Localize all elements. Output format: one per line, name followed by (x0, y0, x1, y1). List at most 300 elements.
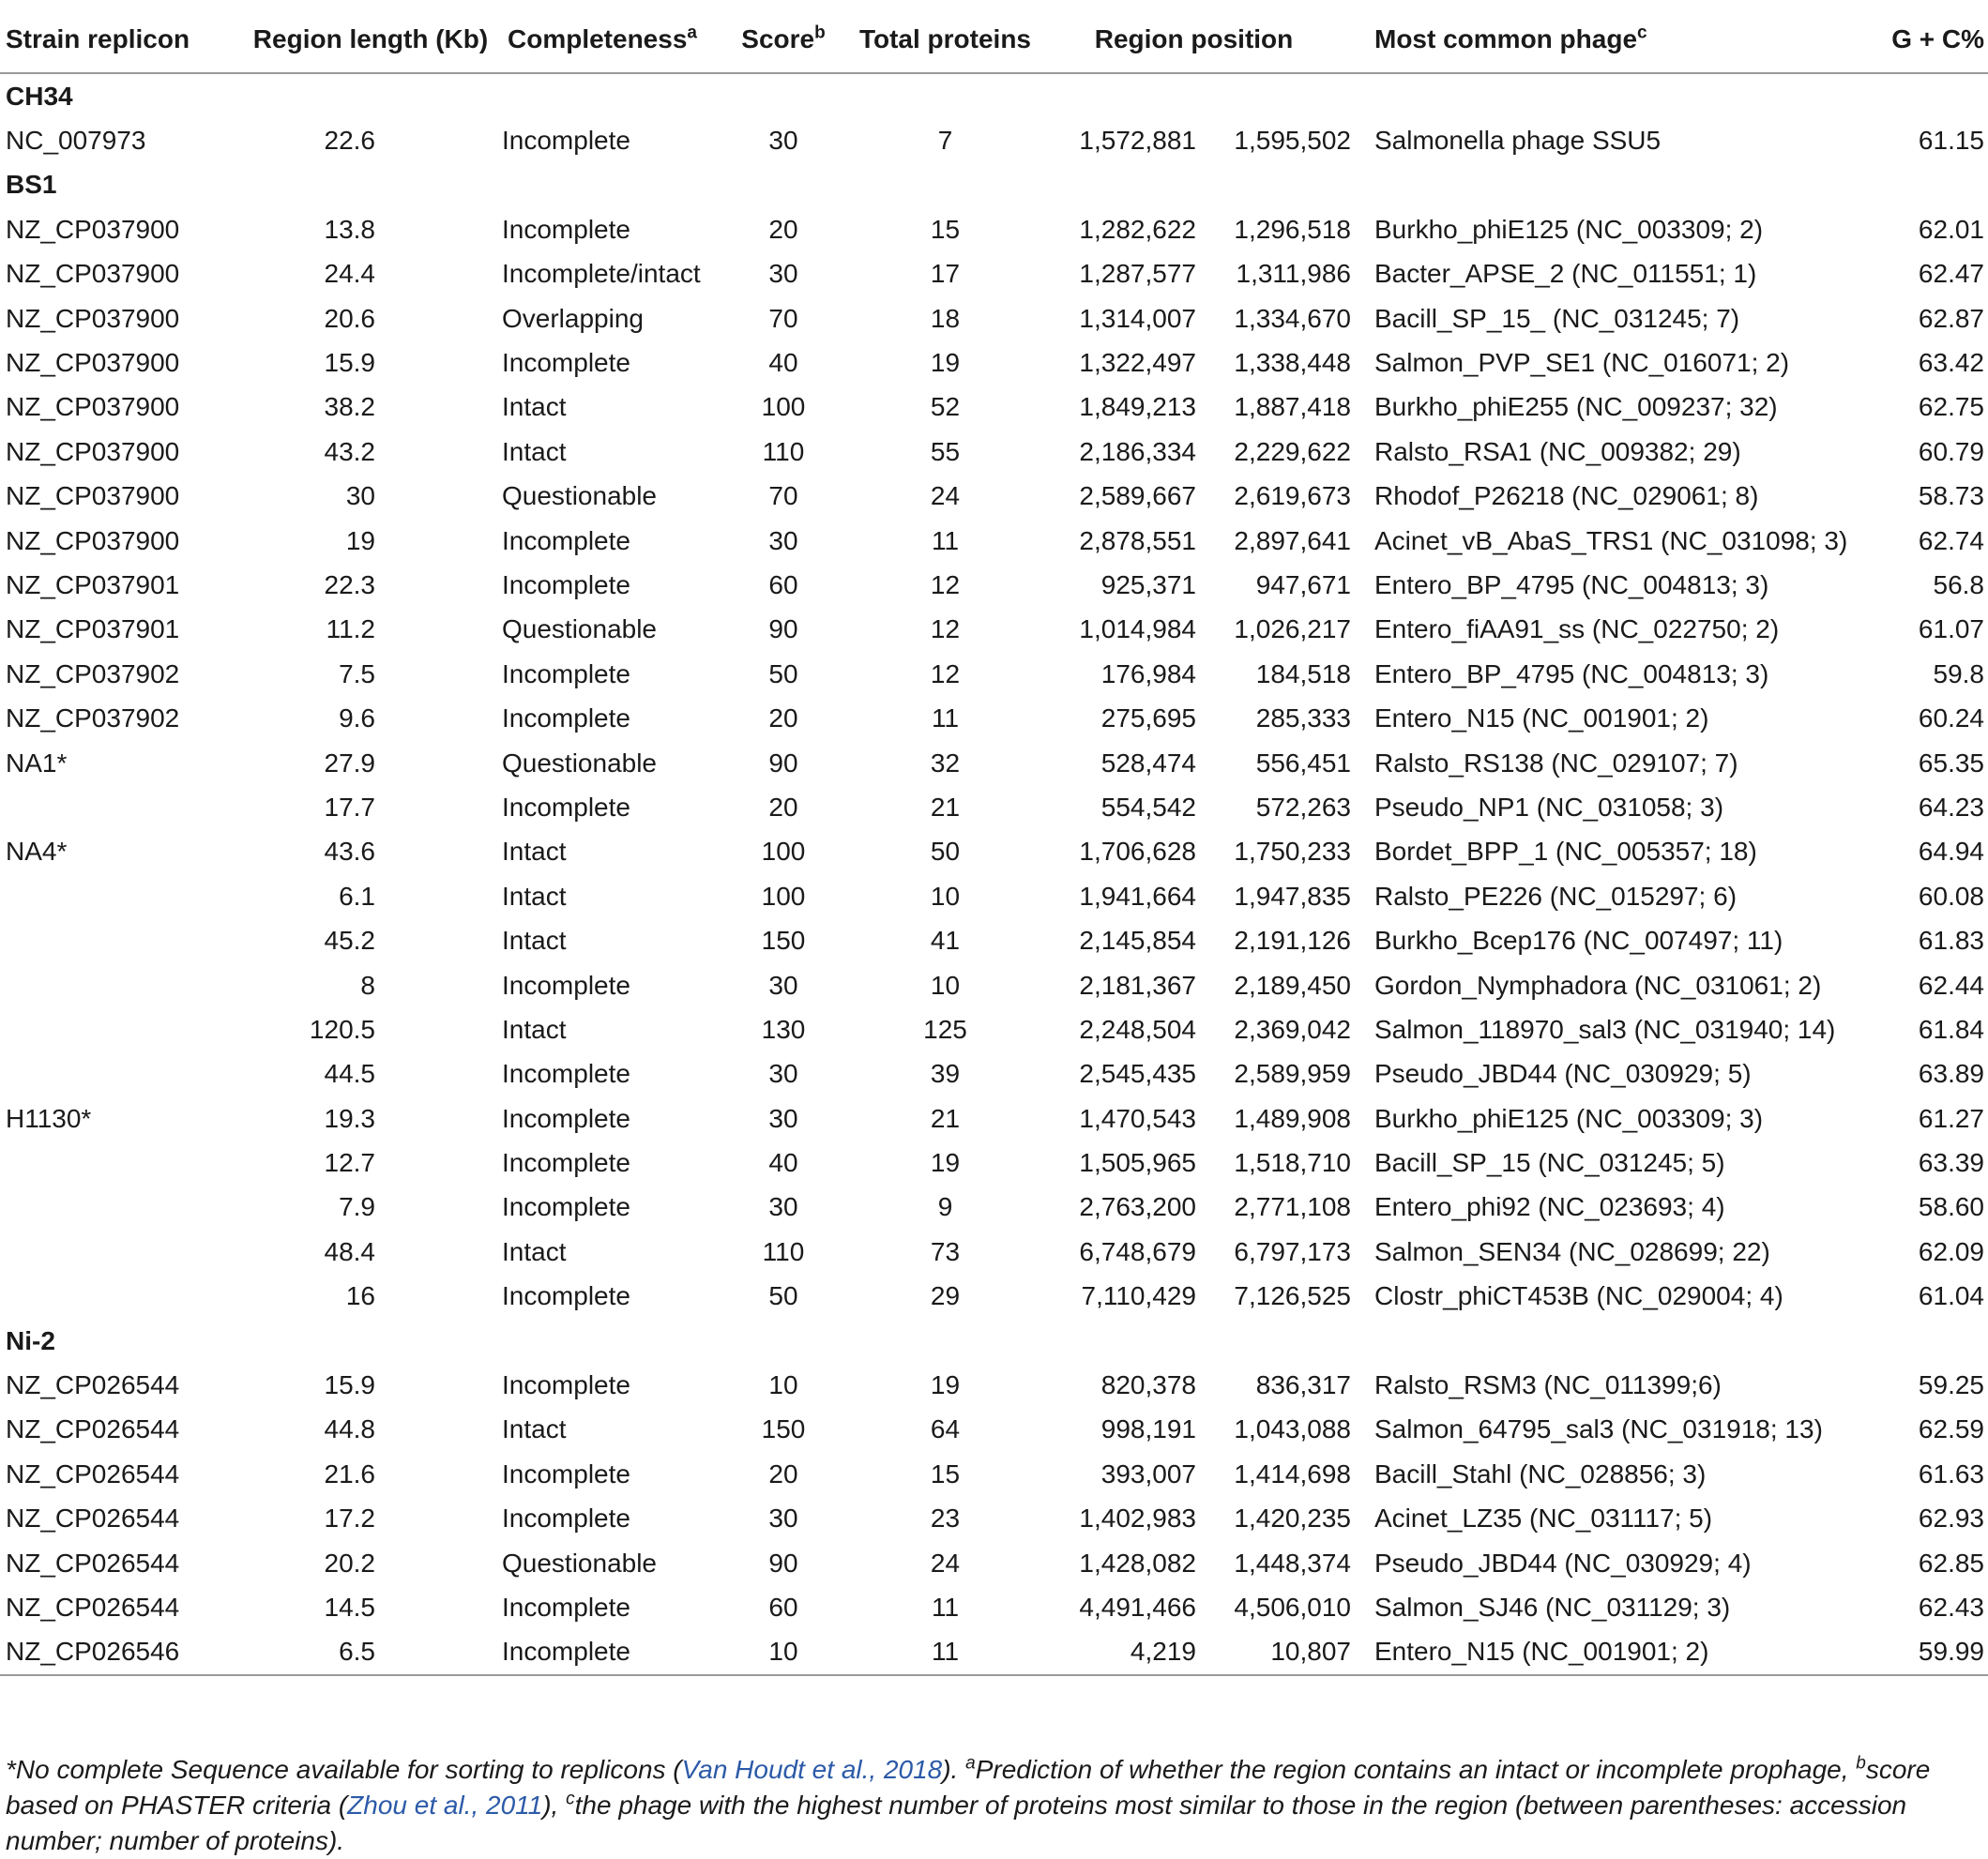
most-common-phage-cell: Salmon_PVP_SE1 (NC_016071; 2) (1374, 348, 1790, 378)
region-end-cell: 2,229,622 (1234, 436, 1351, 466)
score-cell: 110 (762, 1236, 805, 1266)
completeness-cell: Incomplete (502, 1281, 630, 1311)
most-common-phage-cell: Salmon_118970_sal3 (NC_031940; 14) (1374, 1014, 1836, 1044)
gc-cell: 62.47 (1918, 259, 1984, 289)
strain-cell: NZ_CP037900 (6, 214, 180, 244)
completeness-cell: Intact (502, 392, 567, 422)
region-end-cell: 1,420,235 (1234, 1504, 1351, 1534)
group-label: CH34 (6, 81, 73, 111)
region-length-cell: 22.3 (324, 569, 375, 599)
completeness-cell: Incomplete (502, 1370, 630, 1400)
spacer-cell (375, 830, 502, 874)
spacer-cell (375, 1275, 502, 1319)
region-end-cell: 4,506,010 (1234, 1592, 1351, 1622)
strain-cell: NZ_CP037900 (6, 259, 180, 289)
gc-cell: 63.39 (1918, 1148, 1984, 1178)
region-length-cell: 16 (345, 1281, 375, 1311)
strain-cell: NZ_CP037900 (6, 481, 180, 511)
completeness-cell: Incomplete (502, 1103, 630, 1133)
total-proteins-cell: 12 (930, 658, 961, 688)
table-row (0, 1585, 1988, 1629)
completeness-cell: Incomplete (502, 126, 630, 156)
table-row (0, 340, 1988, 385)
total-proteins-cell: 73 (930, 1236, 961, 1266)
region-start-cell: 1,402,983 (1079, 1504, 1196, 1534)
spacer-cell (375, 608, 502, 652)
spacer-cell (375, 963, 502, 1007)
score-cell: 70 (768, 303, 798, 333)
score-cell: 150 (761, 926, 806, 956)
completeness-cell: Incomplete (502, 525, 630, 555)
score-cell: 100 (761, 837, 806, 867)
table-row (0, 207, 1988, 251)
score-cell: 20 (768, 703, 798, 733)
region-length-cell: 7.5 (339, 658, 375, 688)
region-length-cell: 12.7 (324, 1148, 375, 1178)
strain-cell: NZ_CP026546 (0, 1630, 239, 1675)
score-cell: 100 (761, 392, 806, 422)
spacer-cell (375, 430, 502, 474)
most-common-phage-cell: Acinet_vB_AbaS_TRS1 (NC_031098; 3) (1374, 525, 1848, 555)
group-row (0, 163, 1988, 207)
spacer-cell (375, 1541, 502, 1585)
region-length-cell: 17.7 (324, 792, 375, 822)
region-start-cell: 1,014,984 (1079, 614, 1196, 644)
strain-cell: NZ_CP026544 (6, 1504, 180, 1534)
region-length-cell: 44.8 (324, 1414, 375, 1444)
total-proteins-cell: 55 (930, 436, 961, 466)
region-start-cell: 1,322,497 (1079, 348, 1196, 378)
total-proteins-cell: 23 (930, 1504, 961, 1534)
gc-cell: 62.44 (1918, 970, 1984, 1000)
citation-link[interactable]: Zhou et al., 2011 (347, 1791, 543, 1820)
table-row (0, 1186, 1988, 1230)
total-proteins-cell: 11 (931, 703, 960, 733)
completeness-cell: Questionable (502, 1548, 658, 1578)
total-proteins-cell: 11 (854, 1630, 1037, 1675)
completeness-cell: Incomplete (502, 214, 630, 244)
header-total-proteins: Total proteins (854, 0, 1037, 73)
table-row (0, 1497, 1988, 1541)
table-row (0, 1452, 1988, 1496)
region-end-cell: 1,489,908 (1234, 1103, 1351, 1133)
total-proteins-cell: 7 (937, 126, 953, 156)
gc-cell: 61.83 (1918, 926, 1984, 956)
completeness-cell: Incomplete (502, 1148, 630, 1178)
region-length-cell: 19 (345, 525, 375, 555)
region-length-cell: 21.6 (324, 1458, 375, 1489)
completeness-cell: Questionable (502, 481, 658, 511)
strain-cell: NZ_CP026544 (6, 1414, 180, 1444)
strain-cell: NA1* (6, 748, 68, 778)
table-row (0, 1275, 1988, 1319)
strain-cell: NZ_CP037901 (6, 614, 180, 644)
spacer-cell (375, 1007, 502, 1051)
score-cell: 30 (768, 970, 798, 1000)
table-row (0, 296, 1988, 340)
table-row (0, 1630, 1988, 1675)
region-length-cell: 24.4 (324, 259, 375, 289)
total-proteins-cell: 10 (930, 881, 961, 911)
gc-cell: 64.23 (1918, 792, 1984, 822)
table-row (0, 918, 1988, 962)
region-start-cell: 2,545,435 (1079, 1059, 1196, 1089)
region-start-cell: 1,706,628 (1079, 837, 1196, 867)
score-cell: 60 (768, 1592, 798, 1622)
score-cell: 50 (768, 1281, 798, 1311)
total-proteins-cell: 50 (930, 837, 961, 867)
region-start-cell: 176,984 (1100, 658, 1196, 688)
completeness-cell: Intact (502, 436, 567, 466)
gc-cell: 61.27 (1918, 1103, 1984, 1133)
completeness-cell: Incomplete (502, 1458, 630, 1489)
completeness-cell: Incomplete (502, 1504, 630, 1534)
total-proteins-cell: 21 (930, 792, 961, 822)
region-length-cell: 43.2 (324, 436, 375, 466)
region-end-cell: 1,887,418 (1234, 392, 1351, 422)
table-row (0, 563, 1988, 607)
region-length-cell: 30 (345, 481, 375, 511)
strain-cell (0, 963, 239, 1007)
completeness-cell: Intact (502, 881, 567, 911)
strain-cell: NZ_CP037900 (6, 525, 180, 555)
total-proteins-cell: 29 (930, 1281, 961, 1311)
score-cell: 90 (768, 614, 798, 644)
total-proteins-cell: 19 (930, 348, 961, 378)
spacer-cell (375, 1052, 502, 1096)
spacer-cell (375, 519, 502, 563)
header-score: Score$^b$ (713, 0, 854, 73)
most-common-phage-cell: Bacill_Stahl (NC_028856; 3) (1374, 1458, 1707, 1489)
gc-cell: 61.15 (1918, 126, 1984, 156)
total-proteins-cell: 17 (930, 259, 961, 289)
table-row (0, 785, 1988, 829)
region-length-cell: 15.9 (324, 348, 375, 378)
spacer-cell (375, 296, 502, 340)
region-start-cell: 1,314,007 (1079, 303, 1196, 333)
total-proteins-cell: 24 (930, 481, 961, 511)
region-end-cell: 184,518 (1255, 658, 1351, 688)
completeness-cell: Incomplete (502, 348, 630, 378)
region-start-cell: 4,219 (1037, 1630, 1196, 1675)
region-end-cell: 1,750,233 (1234, 837, 1351, 867)
region-length-cell: 20.2 (324, 1548, 375, 1578)
region-end-cell: 6,797,173 (1234, 1236, 1351, 1266)
region-length-cell: 6.5 (239, 1630, 375, 1675)
region-length-cell: 8 (360, 970, 375, 1000)
score-cell: 30 (768, 1059, 798, 1089)
region-start-cell: 275,695 (1100, 703, 1196, 733)
citation-link[interactable]: Van Houdt et al., 2018 (681, 1755, 943, 1784)
score-cell: 100 (761, 881, 806, 911)
most-common-phage-cell: Rhodof_P26218 (NC_029061; 8) (1374, 481, 1759, 511)
total-proteins-cell: 11 (931, 525, 960, 555)
gc-cell: 56.8 (1933, 569, 1984, 599)
header-most-common-phage: Most common phage$^c$ (1351, 0, 1872, 73)
spacer-cell (375, 1497, 502, 1541)
region-length-cell: 22.6 (324, 126, 375, 156)
completeness-cell: Incomplete (502, 1059, 630, 1089)
score-cell: 40 (768, 1148, 798, 1178)
completeness-cell: Intact (502, 926, 567, 956)
region-start-cell: 1,572,881 (1079, 126, 1196, 156)
region-start-cell: 554,542 (1100, 792, 1196, 822)
score-cell: 60 (768, 569, 798, 599)
group-row (0, 73, 1988, 118)
region-end-cell: 1,947,835 (1234, 881, 1351, 911)
score-cell: 30 (768, 1504, 798, 1534)
score-cell: 30 (768, 126, 798, 156)
spacer-cell (375, 207, 502, 251)
header-region-position: Region position (1037, 0, 1351, 73)
region-start-cell: 1,505,965 (1079, 1148, 1196, 1178)
score-cell: 30 (768, 259, 798, 289)
table-row (0, 608, 1988, 652)
region-start-cell: 1,941,664 (1079, 881, 1196, 911)
spacer-cell (375, 118, 502, 162)
region-start-cell: 2,145,854 (1079, 926, 1196, 956)
strain-cell (0, 1186, 239, 1230)
region-end-cell: 10,807 (1196, 1630, 1351, 1675)
region-start-cell: 2,878,551 (1079, 525, 1196, 555)
group-row (0, 1319, 1988, 1363)
spacer-cell (375, 696, 502, 740)
region-end-cell: 2,189,450 (1234, 970, 1351, 1000)
region-start-cell: 2,763,200 (1079, 1192, 1196, 1222)
table-row (0, 741, 1988, 785)
strain-cell: NZ_CP026544 (6, 1548, 180, 1578)
strain-cell (0, 1007, 239, 1051)
spacer-cell (375, 1096, 502, 1141)
total-proteins-cell: 39 (930, 1059, 961, 1089)
region-end-cell: 1,448,374 (1234, 1548, 1351, 1578)
strain-cell: H1130* (6, 1103, 92, 1133)
strain-cell: NZ_CP037901 (6, 569, 180, 599)
most-common-phage-cell: Entero_BP_4795 (NC_004813; 3) (1374, 569, 1769, 599)
total-proteins-cell: 15 (930, 1458, 961, 1489)
region-end-cell: 2,897,641 (1234, 525, 1351, 555)
spacer-cell (375, 741, 502, 785)
region-end-cell: 1,311,986 (1236, 259, 1351, 289)
region-length-cell: 44.5 (324, 1059, 375, 1089)
spacer-cell (375, 1141, 502, 1185)
region-length-cell: 20.6 (324, 303, 375, 333)
region-end-cell: 947,671 (1255, 569, 1351, 599)
most-common-phage-cell: Pseudo_NP1 (NC_031058; 3) (1374, 792, 1724, 822)
region-end-cell: 556,451 (1255, 748, 1351, 778)
table-row (0, 1541, 1988, 1585)
region-end-cell: 2,369,042 (1234, 1014, 1351, 1044)
gc-cell: 62.59 (1918, 1414, 1984, 1444)
strain-cell: NZ_CP037900 (6, 303, 180, 333)
completeness-cell: Intact (502, 837, 567, 867)
region-end-cell: 836,317 (1255, 1370, 1351, 1400)
region-start-cell: 4,491,466 (1079, 1592, 1196, 1622)
table-row (0, 963, 1988, 1007)
table-row (0, 1230, 1988, 1274)
strain-cell (0, 1275, 239, 1319)
gc-cell: 58.73 (1918, 481, 1984, 511)
region-length-cell: 14.5 (324, 1592, 375, 1622)
total-proteins-cell: 19 (930, 1370, 961, 1400)
gc-cell: 59.8 (1933, 658, 1984, 688)
table-row (0, 430, 1988, 474)
completeness-cell: Intact (502, 1236, 567, 1266)
header-strain: Strain replicon (0, 0, 239, 73)
table-row (0, 252, 1988, 296)
most-common-phage-cell: Pseudo_JBD44 (NC_030929; 4) (1374, 1548, 1752, 1578)
region-start-cell: 393,007 (1100, 1458, 1196, 1489)
score-cell: 90 (768, 748, 798, 778)
region-end-cell: 2,771,108 (1234, 1192, 1351, 1222)
region-start-cell: 528,474 (1100, 748, 1196, 778)
region-start-cell: 998,191 (1100, 1414, 1196, 1444)
gc-cell: 62.87 (1918, 303, 1984, 333)
region-start-cell: 1,282,622 (1079, 214, 1196, 244)
strain-cell: NZ_CP026544 (6, 1370, 180, 1400)
strain-cell: NZ_CP037900 (6, 392, 180, 422)
strain-cell: NZ_CP037902 (6, 658, 180, 688)
completeness-cell: Incomplete (502, 792, 630, 822)
completeness-cell: Incomplete (502, 1192, 630, 1222)
gc-cell: 61.04 (1918, 1281, 1984, 1311)
strain-cell (0, 785, 239, 829)
score-cell: 150 (761, 1414, 806, 1444)
completeness-cell: Intact (502, 1014, 567, 1044)
spacer-cell (375, 1363, 502, 1407)
gc-cell: 58.60 (1918, 1192, 1984, 1222)
total-proteins-cell: 41 (930, 926, 961, 956)
completeness-cell: Intact (502, 1414, 567, 1444)
most-common-phage-cell: Salmon_64795_sal3 (NC_031918; 13) (1374, 1414, 1823, 1444)
gc-cell: 65.35 (1918, 748, 1984, 778)
completeness-cell: Incomplete (502, 658, 630, 688)
most-common-phage-cell: Entero_N15 (NC_001901; 2) (1374, 703, 1709, 733)
header-region-length: Region length (Kb) (239, 0, 502, 73)
most-common-phage-cell: Salmonella phage SSU5 (1374, 126, 1662, 156)
gc-cell: 61.63 (1918, 1458, 1984, 1489)
total-proteins-cell: 24 (930, 1548, 961, 1578)
most-common-phage-cell: Entero_N15 (NC_001901; 2) (1351, 1630, 1872, 1675)
strain-cell: NZ_CP026544 (6, 1458, 180, 1489)
region-length-cell: 19.3 (324, 1103, 375, 1133)
total-proteins-cell: 19 (930, 1148, 961, 1178)
gc-cell: 63.89 (1918, 1059, 1984, 1089)
strain-cell (0, 1141, 239, 1185)
region-end-cell: 1,518,710 (1234, 1148, 1351, 1178)
region-start-cell: 6,748,679 (1079, 1236, 1196, 1266)
table-body (0, 73, 1988, 1675)
region-start-cell: 1,287,577 (1079, 259, 1196, 289)
region-length-cell: 9.6 (339, 703, 375, 733)
most-common-phage-cell: Burkho_phiE125 (NC_003309; 3) (1374, 1103, 1764, 1133)
total-proteins-cell: 125 (923, 1014, 967, 1044)
region-length-cell: 43.6 (324, 837, 375, 867)
region-length-cell: 45.2 (324, 926, 375, 956)
most-common-phage-cell: Salmon_SJ46 (NC_031129; 3) (1374, 1592, 1731, 1622)
completeness-cell: Incomplete (502, 970, 630, 1000)
strain-cell: NZ_CP037900 (6, 436, 180, 466)
most-common-phage-cell: Clostr_phiCT453B (NC_029004; 4) (1374, 1281, 1783, 1311)
table-row (0, 475, 1988, 519)
region-end-cell: 1,338,448 (1234, 348, 1351, 378)
completeness-cell: Incomplete/intact (502, 259, 701, 289)
region-end-cell: 1,414,698 (1234, 1458, 1351, 1489)
most-common-phage-cell: Ralsto_RSA1 (NC_009382; 29) (1374, 436, 1741, 466)
total-proteins-cell: 52 (930, 392, 961, 422)
total-proteins-cell: 10 (930, 970, 961, 1000)
table-row (0, 1141, 1988, 1185)
spacer-cell (375, 1230, 502, 1274)
spacer-cell (375, 563, 502, 607)
most-common-phage-cell: Burkho_phiE125 (NC_003309; 2) (1374, 214, 1764, 244)
table-row (0, 830, 1988, 874)
table-row (0, 696, 1988, 740)
region-end-cell: 1,595,502 (1234, 126, 1351, 156)
gc-cell: 62.75 (1918, 392, 1984, 422)
region-length-cell: 38.2 (324, 392, 375, 422)
region-end-cell: 1,026,217 (1234, 614, 1351, 644)
total-proteins-cell: 9 (937, 1192, 953, 1222)
header-gc: G + C% (1872, 0, 1988, 73)
most-common-phage-cell: Burkho_Bcep176 (NC_007497; 11) (1374, 926, 1783, 956)
score-cell: 30 (768, 525, 798, 555)
region-start-cell: 2,248,504 (1079, 1014, 1196, 1044)
score-cell: 10 (768, 1370, 798, 1400)
total-proteins-cell: 12 (930, 614, 961, 644)
table-row (0, 1096, 1988, 1141)
region-end-cell: 2,589,959 (1234, 1059, 1351, 1089)
spacer-cell (375, 385, 502, 430)
gc-cell: 64.94 (1918, 837, 1984, 867)
total-proteins-cell: 18 (930, 303, 961, 333)
spacer-cell (375, 918, 502, 962)
strain-cell: NA4* (6, 837, 68, 867)
table-row (0, 874, 1988, 918)
score-cell: 20 (768, 792, 798, 822)
most-common-phage-cell: Gordon_Nymphadora (NC_031061; 2) (1374, 970, 1822, 1000)
region-end-cell: 7,126,525 (1234, 1281, 1351, 1311)
spacer-cell (375, 1186, 502, 1230)
spacer-cell (375, 252, 502, 296)
region-end-cell: 1,334,670 (1234, 303, 1351, 333)
strain-cell: NC_007973 (6, 126, 146, 156)
gc-cell: 60.24 (1918, 703, 1984, 733)
region-length-cell: 27.9 (324, 748, 375, 778)
gc-cell: 62.43 (1918, 1592, 1984, 1622)
header-completeness: Completeness$^a$ (502, 0, 713, 73)
spacer-cell (375, 1408, 502, 1452)
spacer-cell (375, 1630, 502, 1675)
completeness-cell: Incomplete (502, 1592, 630, 1622)
region-length-cell: 15.9 (324, 1370, 375, 1400)
region-length-cell: 11.2 (326, 614, 375, 644)
completeness-cell: Questionable (502, 614, 658, 644)
strain-cell: NZ_CP026544 (6, 1592, 180, 1622)
gc-cell: 63.42 (1918, 348, 1984, 378)
most-common-phage-cell: Ralsto_RSM3 (NC_011399;6) (1374, 1370, 1722, 1400)
completeness-cell: Questionable (502, 748, 658, 778)
most-common-phage-cell: Bacter_APSE_2 (NC_011551; 1) (1374, 259, 1757, 289)
region-end-cell: 2,191,126 (1234, 926, 1351, 956)
gc-cell: 62.09 (1918, 1236, 1984, 1266)
spacer-cell (375, 475, 502, 519)
table-row (0, 385, 1988, 430)
gc-cell: 60.79 (1918, 436, 1984, 466)
most-common-phage-cell: Entero_BP_4795 (NC_004813; 3) (1374, 658, 1769, 688)
strain-cell (0, 874, 239, 918)
table-row (0, 1363, 1988, 1407)
